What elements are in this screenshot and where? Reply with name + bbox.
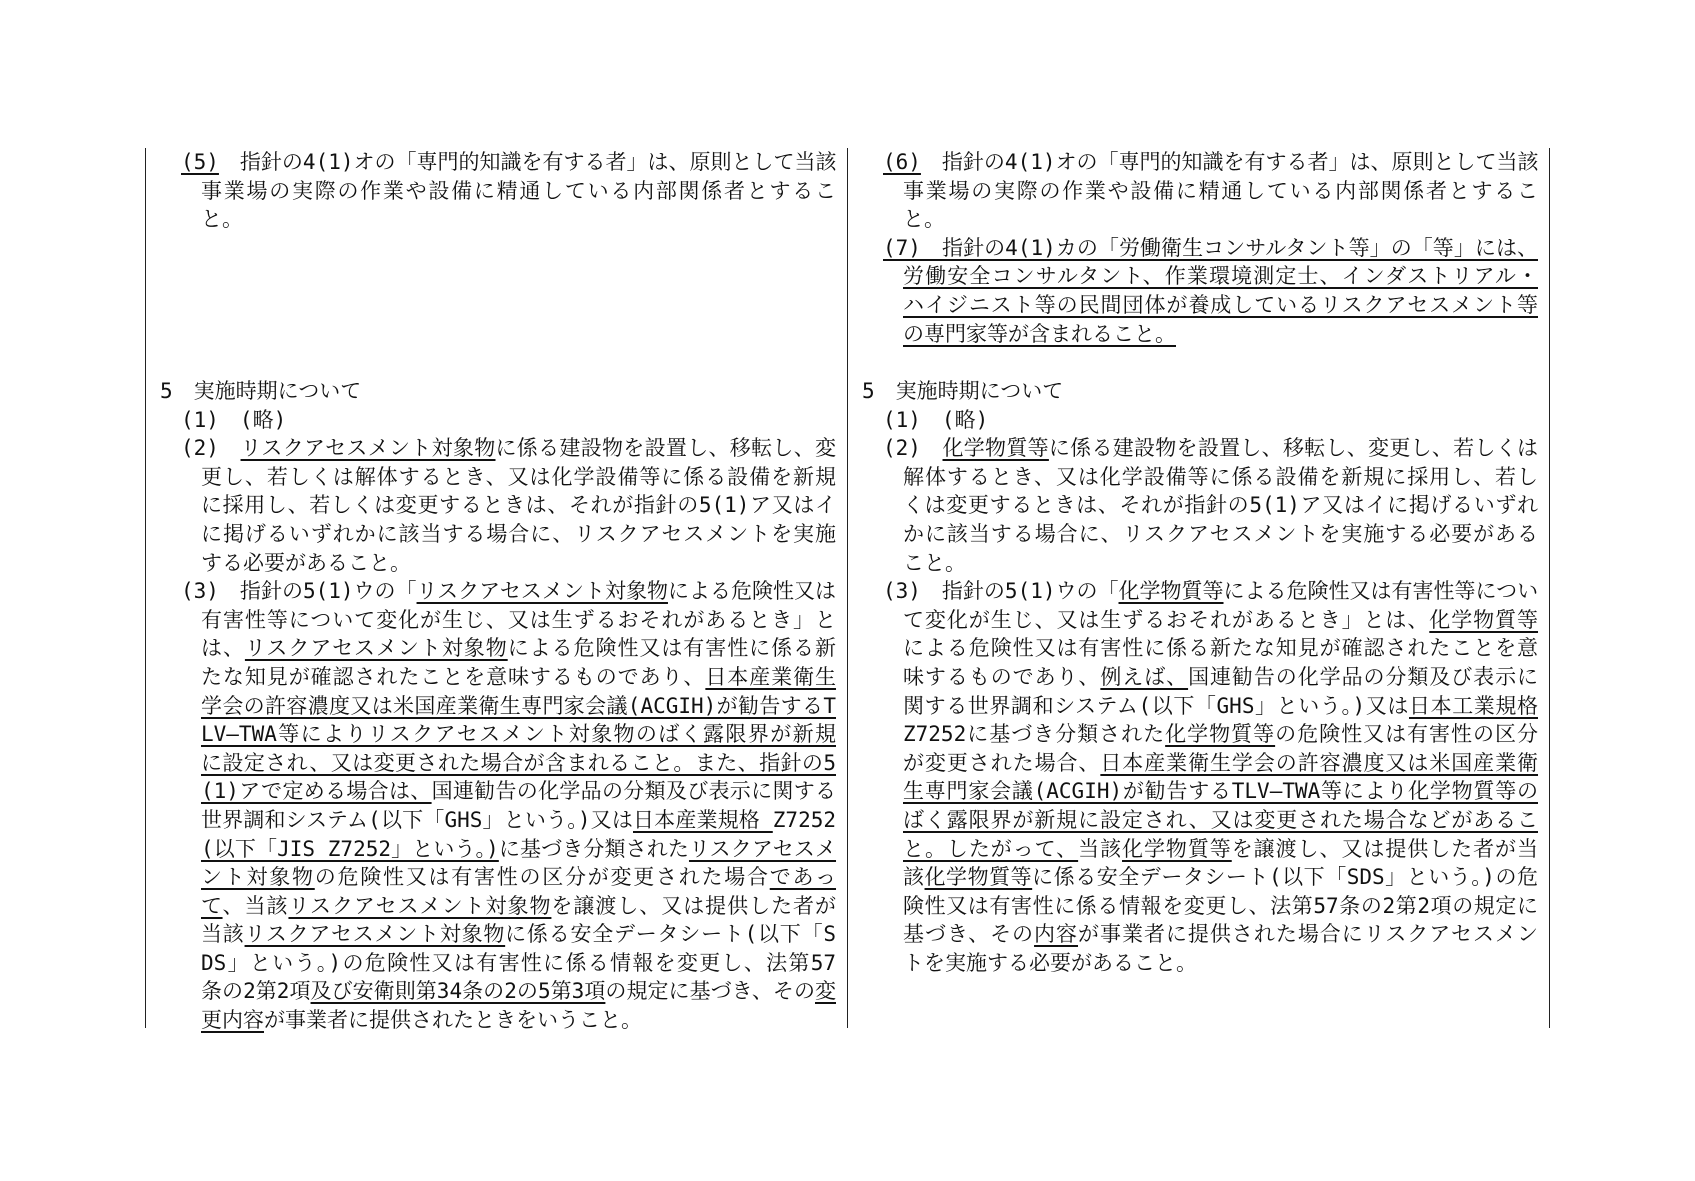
text-segment: と。	[201, 207, 243, 232]
underlined-amendment-text: リスクアセスメント対象物	[244, 636, 508, 661]
text-line	[201, 463, 836, 492]
text-segment: による危険性又は有害性に係る新たな知見が確認されたことを意	[903, 636, 1538, 661]
text-segment: に係る安全データシート(以下「S	[505, 922, 836, 947]
underlined-amendment-text: ント対象物	[201, 865, 315, 890]
text-line	[201, 1006, 836, 1035]
text-line	[201, 863, 836, 892]
underlined-amendment-text: であっ	[769, 865, 837, 890]
text-segment: 国連勧告の化学品の分類及び表示に	[1188, 664, 1539, 689]
underlined-amendment-text: 化学物質等	[1165, 722, 1276, 747]
text-segment: の危険性又は有害性の区分	[1275, 722, 1539, 747]
list-item	[160, 406, 836, 435]
underlined-amendment-text: と。したがって、	[903, 836, 1079, 861]
text-segment: に基づき分類された	[498, 836, 689, 861]
text-line	[883, 148, 1538, 177]
text-line	[903, 949, 1538, 978]
column-top-section	[862, 148, 1538, 348]
text-line	[903, 520, 1538, 549]
list-item	[160, 434, 836, 577]
section-5-implementation-timing	[160, 377, 836, 1035]
text-segment: 味するものであり、	[903, 664, 1101, 689]
underlined-amendment-text: ばく露限界が新規に設定され、又は変更された場合などがあるこ	[903, 807, 1538, 832]
text-line	[201, 749, 836, 778]
table-column-divider	[847, 148, 848, 1028]
text-line	[903, 692, 1538, 721]
text-line	[181, 148, 836, 177]
underlined-amendment-text: ハイジニスト等の民間団体が養成しているリスクアセスメント等	[903, 292, 1538, 317]
text-segment: 、当該	[222, 893, 289, 918]
table-border-right	[1549, 148, 1550, 1028]
text-line	[903, 463, 1538, 492]
text-segment: が変更された場合、	[903, 750, 1101, 775]
text-segment: たな知見が確認されたことを意味するものであり、	[201, 664, 706, 689]
text-segment: に採用し、若しくは変更するときは、それが指針の5(1)ア又はイ	[201, 493, 836, 518]
text-line	[160, 377, 836, 406]
text-segment: (3) 指針の5(1)ウの「	[883, 579, 1119, 604]
underlined-amendment-text: 内容	[1034, 922, 1079, 947]
underlined-amendment-text: 化学物質等	[1429, 607, 1539, 632]
underlined-amendment-text: リスクアセスメント対象物	[288, 893, 552, 918]
text-segment: 有害性等について変化が生じ、又は生ずるおそれがあるとき」と	[201, 607, 836, 632]
text-segment: を譲渡し、又は提供した者が当	[1231, 836, 1538, 861]
text-segment: て変化が生じ、又は生ずるおそれがあるとき」とは、	[903, 607, 1430, 632]
text-line	[201, 205, 836, 234]
underlined-amendment-text: 化学物質等	[1122, 836, 1232, 861]
text-segment: 解体するとき、又は化学設備等に係る設備を新規に採用し、若し	[903, 464, 1538, 489]
text-segment: による危険性又は有害性等につい	[1223, 579, 1539, 604]
text-line	[201, 491, 836, 520]
table-border-left	[145, 148, 146, 1028]
text-segment: 険性又は有害性に係る情報を変更し、法第57条の2第2項の規定に	[903, 893, 1538, 918]
column-top-section	[160, 148, 836, 234]
underlined-amendment-text: 化学物質等	[924, 865, 1033, 890]
text-line	[201, 663, 836, 692]
text-line	[903, 491, 1538, 520]
underlined-amendment-text: (7) 指針の4(1)カの「労働衛生コンサルタント等」の「等」には、	[883, 235, 1538, 260]
text-line	[903, 177, 1538, 206]
underlined-amendment-text: (5)	[181, 150, 219, 174]
list-item	[862, 577, 1538, 977]
text-line	[201, 692, 836, 721]
text-line	[903, 291, 1538, 320]
text-line	[883, 234, 1538, 263]
underlined-amendment-text: 労働安全コンサルタント、作業環境測定士、インダストリアル・	[903, 264, 1538, 289]
underlined-amendment-text: (6)	[883, 150, 921, 174]
text-line	[201, 549, 836, 578]
text-line	[903, 806, 1538, 835]
text-segment: 国連勧告の化学品の分類及び表示に関する	[431, 779, 837, 804]
text-segment: DS」という。)の危険性又は有害性に係る情報を変更し、法第57	[201, 950, 836, 975]
text-line	[201, 634, 836, 663]
text-segment: と。	[903, 207, 945, 232]
underlined-amendment-text: リスクアセスメ	[688, 836, 837, 861]
text-line	[201, 606, 836, 635]
text-segment: くは変更するときは、それが指針の5(1)ア又はイに掲げるいずれ	[903, 493, 1538, 518]
text-segment: の規定に基づき、その	[605, 979, 815, 1004]
text-line	[201, 949, 836, 978]
text-segment: 当該	[201, 922, 245, 947]
underlined-amendment-text: 例えば、	[1100, 664, 1189, 689]
text-line	[903, 320, 1538, 349]
text-segment: (1) (略)	[181, 407, 287, 432]
list-item	[862, 406, 1538, 435]
underlined-amendment-text: 日本産業衛生学会の許容濃度又は米国産業衛	[1100, 750, 1539, 775]
text-line	[201, 920, 836, 949]
text-segment: Z7252に基づき分類された	[903, 722, 1166, 747]
text-segment: 世界調和システム(以下「GHS」という。)又は	[201, 807, 633, 832]
underlined-amendment-text: 日本工業規格	[1409, 693, 1538, 718]
text-line	[862, 377, 1538, 406]
text-segment: に掲げるいずれかに該当する場合に、リスクアセスメントを実施	[201, 521, 836, 546]
text-line	[201, 806, 836, 835]
underlined-amendment-text: 化学物質等	[942, 436, 1049, 461]
underlined-amendment-text: リスクアセスメント対象物	[244, 922, 506, 947]
underlined-amendment-text: リスクアセスメント対象物	[416, 579, 668, 604]
underlined-amendment-text: て	[201, 893, 223, 918]
underlined-amendment-text: 更内容	[201, 1008, 264, 1033]
section-heading	[160, 377, 836, 406]
text-line	[181, 434, 836, 463]
text-line	[903, 720, 1538, 749]
text-segment: の危険性又は有害性の区分が変更された場合	[314, 865, 770, 890]
text-segment: 関する世界調和システム(以下「GHS」という。)又は	[903, 693, 1409, 718]
text-segment: する必要があること。	[201, 550, 411, 575]
text-line	[201, 835, 836, 864]
text-segment: トを実施する必要があること。	[903, 950, 1197, 975]
text-line	[883, 434, 1538, 463]
text-line	[201, 177, 836, 206]
text-line	[883, 577, 1538, 606]
column-new-text	[862, 148, 1539, 975]
text-line	[903, 663, 1538, 692]
text-segment: (3) 指針の5(1)ウの「	[181, 579, 417, 604]
text-line	[903, 835, 1538, 864]
underlined-amendment-text: (以下「JIS Z7252」という。)	[201, 836, 499, 861]
text-line	[903, 777, 1538, 806]
text-segment: 指針の4(1)オの「専門的知識を有する者」は、原則として当該	[218, 150, 837, 174]
text-line	[903, 205, 1538, 234]
text-segment: こと。	[903, 550, 966, 575]
text-line	[201, 777, 836, 806]
list-item	[160, 148, 836, 234]
text-segment: 事業場の実際の作業や設備に精通している内部関係者とするこ	[201, 178, 836, 203]
list-item	[862, 148, 1538, 234]
section-5-implementation-timing	[862, 377, 1538, 977]
list-item	[160, 577, 836, 1035]
underlined-amendment-text: の専門家等が含まれること。	[903, 321, 1176, 346]
text-line	[201, 977, 836, 1006]
text-segment: は、	[201, 636, 245, 661]
text-segment: に係る建設物を設置し、移転し、変	[495, 436, 836, 461]
text-segment: Z7252	[772, 807, 836, 832]
text-line	[903, 606, 1538, 635]
underlined-amendment-text: 及び安衛則第34条の2の5第3項	[310, 979, 606, 1004]
underlined-amendment-text: リスクアセスメント対象物	[240, 436, 496, 461]
list-item	[862, 434, 1538, 577]
underlined-amendment-text: 学会の許容濃度又は米国産業衛生専門家会議(ACGIH)が勧告するT	[201, 693, 836, 718]
text-segment: による危険性又は	[667, 579, 836, 604]
text-line	[903, 920, 1538, 949]
text-segment: を譲渡し、又は提供した者が	[551, 893, 837, 918]
text-segment: (1) (略)	[883, 407, 989, 432]
text-line	[181, 577, 836, 606]
text-segment: かに該当する場合に、リスクアセスメントを実施する必要がある	[903, 521, 1538, 546]
text-segment: に係る建設物を設置し、移転し、変更し、若しくは	[1048, 436, 1539, 461]
underlined-amendment-text: に設定され、又は変更された場合が含まれること。また、指針の5	[201, 750, 836, 775]
section-heading	[862, 377, 1538, 406]
text-segment: による危険性又は有害性に係る新	[507, 636, 836, 661]
text-segment: 条の2第2項	[201, 979, 311, 1004]
text-segment: 事業場の実際の作業や設備に精通している内部関係者とするこ	[903, 178, 1538, 203]
text-segment: に係る安全データシート(以下「SDS」という。)の危	[1032, 865, 1539, 890]
text-line	[201, 520, 836, 549]
text-segment: 基づき、その	[903, 922, 1035, 947]
text-line	[903, 262, 1538, 291]
underlined-amendment-text: 日本産業規格	[633, 807, 773, 832]
text-segment: 該	[903, 865, 925, 890]
text-segment: 5 実施時期について	[862, 379, 1064, 403]
text-segment: 5 実施時期について	[160, 379, 362, 403]
text-line	[903, 549, 1538, 578]
text-line	[181, 406, 836, 435]
text-line	[201, 892, 836, 921]
text-segment: (2)	[883, 436, 943, 461]
text-line	[201, 720, 836, 749]
text-segment: 指針の4(1)オの「専門的知識を有する者」は、原則として当該	[920, 150, 1539, 174]
underlined-amendment-text: 化学物質等	[1118, 579, 1224, 604]
text-segment: 当該	[1078, 836, 1123, 861]
underlined-amendment-text: 変	[815, 979, 836, 1004]
text-line	[903, 749, 1538, 778]
underlined-amendment-text: LV—TWA等によりリスクアセスメント対象物のばく露限界が新規	[201, 722, 836, 747]
underlined-amendment-text: 生専門家会議(ACGIH)が勧告するTLV—TWA等により化学物質等の	[903, 779, 1538, 804]
text-segment: (2)	[181, 436, 241, 461]
column-old-text	[160, 148, 837, 1033]
text-segment: が事業者に提供されたときをいうこと。	[264, 1008, 642, 1033]
text-line	[903, 634, 1538, 663]
list-item	[862, 234, 1538, 348]
text-segment: 更し、若しくは解体するとき、又は化学設備等に係る設備を新規	[201, 464, 836, 489]
text-segment: が事業者に提供された場合にリスクアセスメン	[1078, 922, 1538, 947]
underlined-amendment-text: 日本産業衛生	[705, 664, 837, 689]
text-line	[903, 892, 1538, 921]
text-line	[883, 406, 1538, 435]
underlined-amendment-text: (1)アで定める場合は、	[201, 779, 432, 804]
text-line	[903, 863, 1538, 892]
